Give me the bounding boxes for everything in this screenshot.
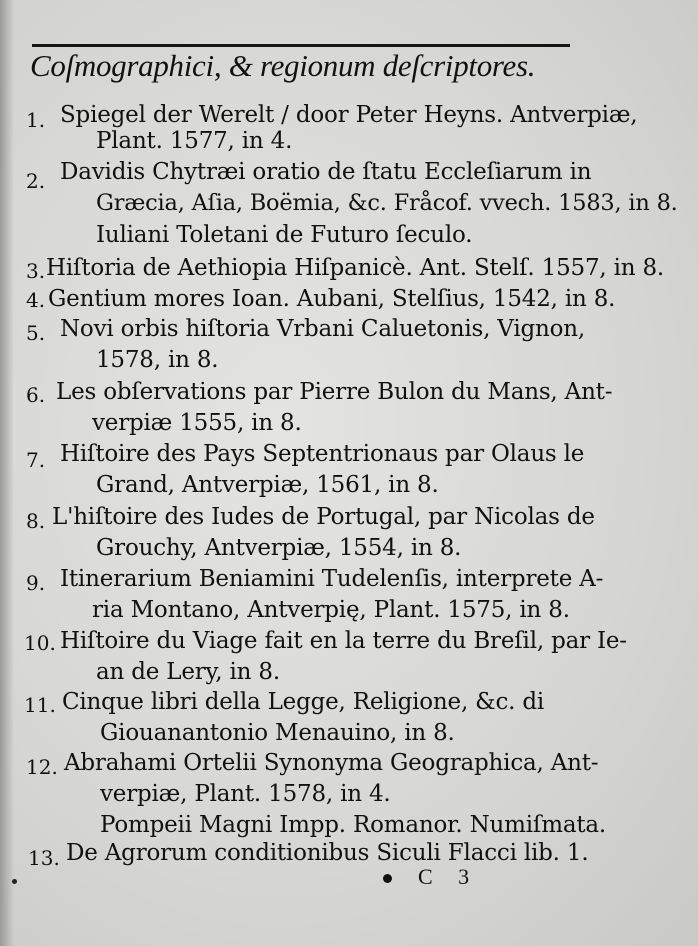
entry-line: 1578, in 8. xyxy=(96,347,219,373)
entry-line: ria Montano, Antverpię, Plant. 1575, in 8. xyxy=(92,597,570,623)
entry-line: Iuliani Toletani de Futuro ſeculo. xyxy=(96,222,473,248)
entry-line: Pompeii Magni Impp. Romanor. Numiſmata. xyxy=(100,812,607,838)
entry-number: 13. xyxy=(28,846,60,870)
entry-number: 6. xyxy=(26,383,46,407)
entry-line: Hiſtoire du Viage fait en la terre du Breſil, par Ie- xyxy=(60,628,627,654)
entry-line: L'hiſtoire des Iudes de Portugal, par Nicolas de xyxy=(52,504,595,530)
entry-line: Græcia, Aſia, Boëmia, &c. Fråcof. vvech. 1583, in 8. xyxy=(96,190,678,216)
entry-line: De Agrorum conditionibus Siculi Flacci lib. 1. xyxy=(66,840,589,866)
entry-number: 1. xyxy=(26,108,46,132)
ink-speck xyxy=(12,879,17,884)
entry-line: Novi orbis hiſtoria Vrbani Caluetonis, Vignon, xyxy=(60,316,585,342)
entry-number: 5. xyxy=(26,321,46,345)
page-edge-shadow xyxy=(0,0,14,946)
entry-line: Giouanantonio Menauino, in 8. xyxy=(100,720,455,746)
signature-mark: C 3 xyxy=(418,864,480,889)
entry-line: Hiſtoria de Aethiopia Hiſpanicè. Ant. Stelſ. 1557, in 8. xyxy=(46,255,665,281)
entry-line: Davidis Chytræi oratio de ſtatu Eccleſiarum in xyxy=(60,159,592,185)
entry-line: Grand, Antverpiæ, 1561, in 8. xyxy=(96,472,439,498)
bullet-ornament xyxy=(383,874,392,883)
entry-line: Gentium mores Ioan. Aubani, Stelſius, 1542, in 8. xyxy=(48,286,616,312)
section-heading: Coſmographici, & regionum deſcriptores. xyxy=(30,48,536,83)
entry-line: Hiſtoire des Pays Septentrionaus par Olaus le xyxy=(60,441,585,467)
entry-line: Itinerarium Beniamini Tudelenſis, interprete A- xyxy=(60,566,604,592)
entry-line: Les obſervations par Pierre Bulon du Mans, Ant- xyxy=(56,379,613,405)
entry-number: 12. xyxy=(26,755,58,779)
entry-line: Spiegel der Werelt / door Peter Heyns. Antverpiæ, xyxy=(60,102,638,128)
entry-number: 3. xyxy=(26,259,46,283)
entry-number: 10. xyxy=(24,631,56,655)
entry-line: an de Lery, in 8. xyxy=(96,659,280,685)
entry-line: Cinque libri della Legge, Religione, &c. di xyxy=(62,689,545,715)
entry-number: 4. xyxy=(26,288,46,312)
entry-number: 11. xyxy=(24,693,56,717)
entry-line: Plant. 1577, in 4. xyxy=(96,128,293,154)
entry-number: 9. xyxy=(26,571,46,595)
entry-line: Grouchy, Antverpiæ, 1554, in 8. xyxy=(96,535,462,561)
entry-line: Abrahami Ortelii Synonyma Geographica, Ant- xyxy=(64,750,599,776)
entry-line: verpiæ, Plant. 1578, in 4. xyxy=(100,781,391,807)
entry-number: 2. xyxy=(26,169,46,193)
entry-number: 7. xyxy=(26,448,46,472)
entry-line: verpiæ 1555, in 8. xyxy=(92,410,302,436)
entry-number: 8. xyxy=(26,509,46,533)
